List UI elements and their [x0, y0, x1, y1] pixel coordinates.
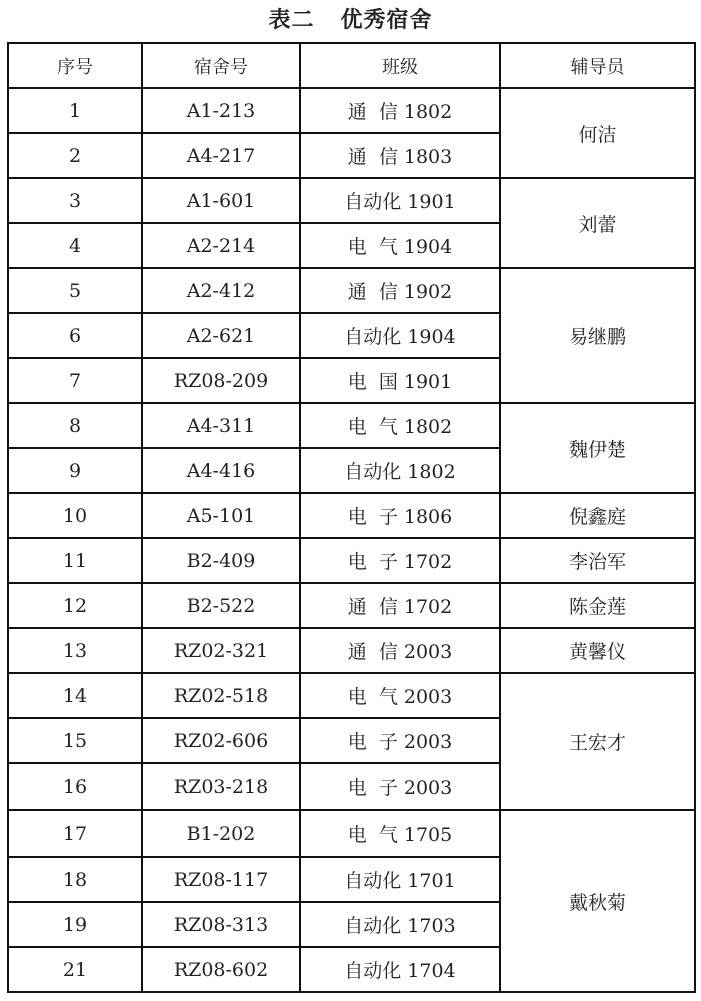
row-index: 3: [8, 178, 142, 223]
row-counselor: 魏伊楚: [500, 403, 695, 493]
row-class: 自动化 1904: [300, 313, 500, 358]
row-dorm: B1-202: [142, 810, 300, 857]
row-counselor: 戴秋菊: [500, 810, 695, 992]
row-class: 自动化 1802: [300, 448, 500, 493]
table-row: [8, 628, 695, 673]
row-dorm: A4-416: [142, 448, 300, 493]
row-index: 9: [8, 448, 142, 493]
row-dorm: RZ03-218: [142, 763, 300, 810]
row-counselor: 黄馨仪: [500, 628, 695, 673]
row-dorm: A1-601: [142, 178, 300, 223]
row-class: 电 国 1901: [300, 358, 500, 403]
row-class: 自动化 1704: [300, 947, 500, 992]
row-index: 1: [8, 88, 142, 133]
row-index: 8: [8, 403, 142, 448]
row-class: 通 信 1803: [300, 133, 500, 178]
row-dorm: B2-522: [142, 583, 300, 628]
row-counselor: 王宏才: [500, 673, 695, 810]
row-class: 通 信 2003: [300, 628, 500, 673]
table-row: [8, 493, 695, 538]
table-row: [8, 673, 695, 718]
row-index: 14: [8, 673, 142, 718]
row-index: 5: [8, 268, 142, 313]
table-row: [8, 403, 695, 448]
dormitory-table: [7, 42, 696, 993]
table-title: 表二 优秀宿舍: [268, 8, 433, 33]
row-index: 18: [8, 857, 142, 902]
row-dorm: A2-412: [142, 268, 300, 313]
row-index: 7: [8, 358, 142, 403]
row-counselor: 刘蕾: [500, 178, 695, 268]
row-class: 电 子 2003: [300, 718, 500, 763]
row-index: 15: [8, 718, 142, 763]
row-dorm: RZ08-602: [142, 947, 300, 992]
header-class: 班级: [300, 43, 500, 88]
row-index: 2: [8, 133, 142, 178]
row-index: 12: [8, 583, 142, 628]
row-dorm: RZ02-321: [142, 628, 300, 673]
row-class: 通 信 1702: [300, 583, 500, 628]
row-index: 11: [8, 538, 142, 583]
row-index: 13: [8, 628, 142, 673]
row-counselor: 易继鹏: [500, 268, 695, 403]
row-index: 19: [8, 902, 142, 947]
row-index: 17: [8, 810, 142, 857]
row-dorm: A4-311: [142, 403, 300, 448]
row-index: 21: [8, 947, 142, 992]
table-row: [8, 810, 695, 857]
table-row: [8, 268, 695, 313]
row-class: 电 子 2003: [300, 763, 500, 810]
row-dorm: A2-214: [142, 223, 300, 268]
row-class: 自动化 1901: [300, 178, 500, 223]
row-index: 10: [8, 493, 142, 538]
row-dorm: RZ08-209: [142, 358, 300, 403]
row-class: 自动化 1703: [300, 902, 500, 947]
header-counselor: 辅导员: [500, 43, 695, 88]
row-class: 电 子 1702: [300, 538, 500, 583]
table-header-row: [8, 43, 695, 88]
row-counselor: 何洁: [500, 88, 695, 178]
table-row: [8, 178, 695, 223]
table-row: [8, 538, 695, 583]
row-class: 自动化 1701: [300, 857, 500, 902]
row-dorm: RZ02-606: [142, 718, 300, 763]
row-class: 电 气 1705: [300, 810, 500, 857]
row-dorm: A2-621: [142, 313, 300, 358]
row-dorm: A4-217: [142, 133, 300, 178]
row-dorm: RZ08-117: [142, 857, 300, 902]
header-dorm: 宿舍号: [142, 43, 300, 88]
row-class: 电 气 1904: [300, 223, 500, 268]
row-counselor: 李治军: [500, 538, 695, 583]
row-index: 6: [8, 313, 142, 358]
table-row: [8, 88, 695, 133]
row-dorm: A1-213: [142, 88, 300, 133]
row-class: 电 气 1802: [300, 403, 500, 448]
row-counselor: 陈金莲: [500, 583, 695, 628]
row-class: 通 信 1802: [300, 88, 500, 133]
row-class: 电 气 2003: [300, 673, 500, 718]
row-dorm: B2-409: [142, 538, 300, 583]
row-counselor: 倪鑫庭: [500, 493, 695, 538]
row-class: 电 子 1806: [300, 493, 500, 538]
table-row: [8, 583, 695, 628]
row-index: 4: [8, 223, 142, 268]
row-dorm: A5-101: [142, 493, 300, 538]
row-class: 通 信 1902: [300, 268, 500, 313]
row-dorm: RZ02-518: [142, 673, 300, 718]
row-index: 16: [8, 763, 142, 810]
row-dorm: RZ08-313: [142, 902, 300, 947]
header-index: 序号: [8, 43, 142, 88]
